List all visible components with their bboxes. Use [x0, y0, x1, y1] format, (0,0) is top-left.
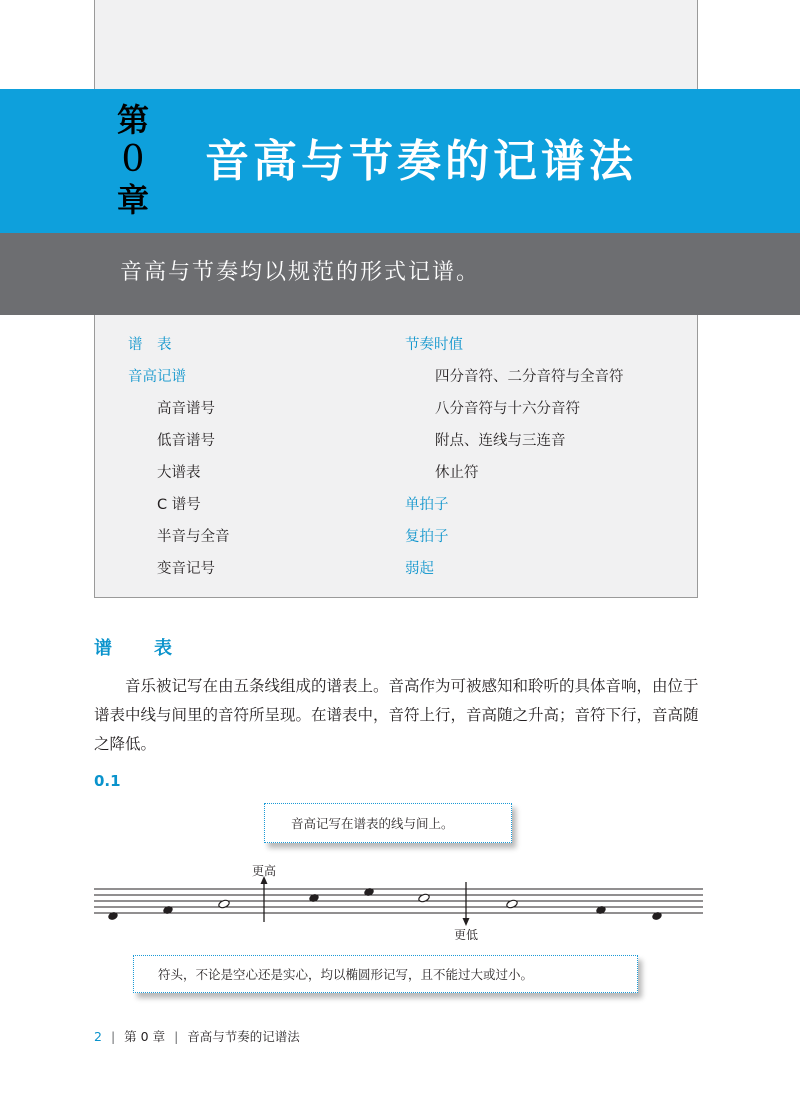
- hollow-notehead: [506, 899, 518, 909]
- lower-label: 更低: [454, 928, 479, 940]
- section-heading: 谱 表: [94, 638, 184, 659]
- toc-item-eighth-sixteenth[interactable]: 八分音符与十六分音符: [435, 401, 580, 417]
- higher-label: 更高: [252, 864, 277, 878]
- toc-item-compound-meter[interactable]: 复拍子: [405, 529, 449, 545]
- chapter-label-top: 第: [116, 101, 149, 139]
- hollow-notehead: [418, 893, 430, 903]
- chapter-subtitle: 音高与节奏均以规范的形式记谱。: [120, 260, 481, 285]
- toc-item-rhythm-values[interactable]: 节奏时值: [405, 337, 463, 353]
- callout-notehead-shape: [133, 955, 638, 993]
- chapter-label-bottom: 章: [116, 181, 149, 219]
- hollow-notehead: [218, 899, 230, 909]
- toc-item-dots-ties-triplets[interactable]: 附点、连线与三连音: [435, 433, 566, 449]
- footer-chapter: 第 0 章: [124, 1029, 166, 1044]
- footer-divider: |: [110, 1029, 116, 1044]
- toc-item-simple-meter[interactable]: 单拍子: [405, 497, 449, 513]
- toc-item-anacrusis[interactable]: 弱起: [405, 561, 434, 577]
- toc-item-c-clef[interactable]: C 谱号: [157, 497, 201, 513]
- callout-bottom-text: 符头，不论是空心还是实心，均以椭圆形记写，且不能过大或过小。: [158, 967, 534, 982]
- footer-divider: |: [174, 1029, 179, 1044]
- toc-item-staff[interactable]: 谱 表: [128, 337, 172, 353]
- callout-pitch-lines-spaces: [264, 803, 512, 843]
- callout-top-text: 音高记写在谱表的线与间上。: [291, 816, 454, 831]
- noteheads: [107, 887, 662, 921]
- chapter-number: [112, 100, 154, 220]
- arrow-up-icon: [261, 876, 268, 922]
- toc-item-bass-clef[interactable]: 低音谱号: [157, 433, 215, 449]
- footer-title: 音高与节奏的记谱法: [187, 1029, 300, 1044]
- toc-item-accidentals[interactable]: 变音记号: [157, 561, 215, 577]
- body-paragraph: 音乐被记写在由五条线组成的谱表上。音高作为可被感知和聆听的具体音响，由位于谱表中线与间里的音符所呈现。在谱表中，音符上行，音高随之升高；音符下行，音高随之降低。: [94, 677, 699, 753]
- toc-item-quarter-half-whole[interactable]: 四分音符、二分音符与全音符: [435, 369, 624, 385]
- toc-item-grand-staff[interactable]: 大谱表: [157, 465, 201, 481]
- chapter-title: 音高与节奏的记谱法: [205, 136, 637, 187]
- toc-item-half-whole-steps[interactable]: 半音与全音: [157, 529, 230, 545]
- staff-diagram: [0, 860, 800, 940]
- footer-page-number: 2: [94, 1029, 102, 1044]
- staff-lines: [94, 889, 703, 913]
- figure-label: 0.1: [94, 772, 121, 790]
- toc-item-treble-clef[interactable]: 高音谱号: [157, 401, 215, 417]
- chapter-number-digit: 0: [121, 139, 145, 180]
- page-footer: [94, 1028, 300, 1046]
- toc-item-rests[interactable]: 休止符: [435, 465, 479, 481]
- toc-item-pitch-notation[interactable]: 音高记谱: [128, 369, 186, 385]
